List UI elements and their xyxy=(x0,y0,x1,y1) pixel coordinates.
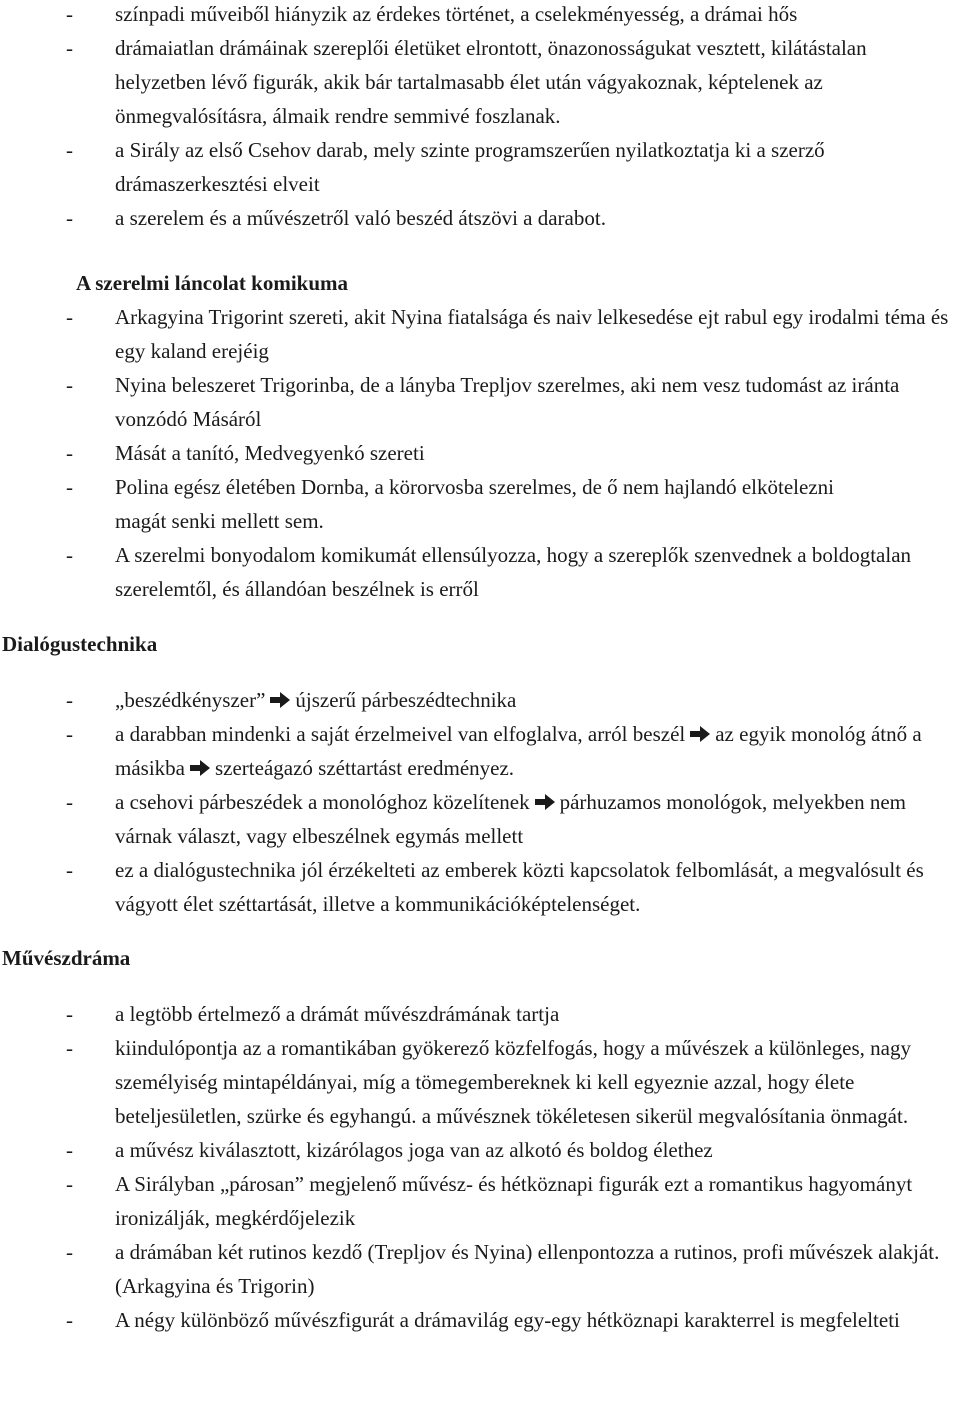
artist-drama-section xyxy=(0,997,960,1337)
list-item: - Polina egész életében Dornba, a körorvosba szerelmes, de ő nem hajlandó elkötelezni magát senki mellett sem. xyxy=(0,470,960,538)
list-item: - Mását a tanító, Medvegyenkó szereti xyxy=(0,436,960,470)
list-item: - a művész kiválasztott, kizárólagos joga van az alkotó és boldog élethez xyxy=(0,1133,960,1167)
list-dash: - xyxy=(66,1036,73,1060)
intro-list xyxy=(0,0,960,235)
list-dash: - xyxy=(66,1240,73,1264)
list-dash: - xyxy=(66,858,73,882)
list-item: - a drámában két rutinos kezdő (Trepljov és Nyina) ellenpontozza a rutinos, profi művészek alakját. (Arkagyina és Trigorin) xyxy=(0,1235,960,1303)
section-heading-artist-drama: Művészdráma xyxy=(2,946,131,970)
list-dash: - xyxy=(66,373,73,397)
section-subheading: A szerelmi láncolat komikuma xyxy=(76,271,349,295)
list-dash: - xyxy=(66,722,73,746)
list-item: - a csehovi párbeszédek a monológhoz közelítenek párhuzamos monológok, melyekben nem várnak választ, vagy elbeszélnek egymás mellett xyxy=(0,785,960,853)
list-item: - ez a dialógustechnika jól érzékelteti az emberek közti kapcsolatok felbomlását, a megvalósult és vágyott élet széttartását, illetve a kommunikációképtelenséget. xyxy=(0,853,960,921)
list-dash: - xyxy=(66,475,73,499)
list-item: - Arkagyina Trigorint szereti, akit Nyina fiatalsága és naiv lelkesedése ejt rabul egy irodalmi téma és egy kaland erejéig xyxy=(0,300,960,368)
list-dash: - xyxy=(66,1172,73,1196)
list-dash: - xyxy=(66,1138,73,1162)
right-arrow-icon xyxy=(189,759,211,777)
right-arrow-icon xyxy=(269,691,291,709)
list-item: - színpadi műveiből hiányzik az érdekes történet, a cselekményesség, a drámai hős xyxy=(0,0,960,31)
right-arrow-icon xyxy=(689,725,711,743)
list-item: - Nyina beleszeret Trigorinba, de a lányba Trepljov szerelmes, aki nem vesz tudomást az iránta vonzódó Másáról xyxy=(0,368,960,436)
list-dash: - xyxy=(66,206,73,230)
right-arrow-icon xyxy=(534,793,556,811)
dialogue-section xyxy=(0,683,960,921)
list-item: - „beszédkényszer” újszerű párbeszédtechnika xyxy=(0,683,960,717)
love-chain-section xyxy=(0,266,960,606)
list-item: - a darabban mindenki a saját érzelmeivel van elfoglalva, arról beszél az egyik monológ átnő a másikba szerteágazó széttartást eredményez. xyxy=(0,717,960,785)
list-item: - drámaiatlan drámáinak szereplői életüket elrontott, önazonosságukat vesztett, kilátástalan helyzetben lévő figurák, akik bár tartalmasabb élet után vágyakoznak, képtelenek az önmegvalósításra, álmaik rendre semmivé foszlanak. xyxy=(0,31,960,133)
list-item: - A Sirályban „párosan” megjelenő művész- és hétköznapi figurák ezt a romantikus hagyományt ironizálják, megkérdőjelezik xyxy=(0,1167,960,1235)
list-item: - a Sirály az első Csehov darab, mely szinte programszerűen nyilatkoztatja ki a szerző drámaszerkesztési elveit xyxy=(0,133,960,201)
list-dash: - xyxy=(66,543,73,567)
list-dash: - xyxy=(66,790,73,814)
list-item: - a legtöbb értelmező a drámát művészdrámának tartja xyxy=(0,997,960,1031)
list-dash: - xyxy=(66,1002,73,1026)
list-item: - a szerelem és a művészetről való beszéd átszövi a darabot. xyxy=(0,201,960,235)
section-heading-dialogue: Dialógustechnika xyxy=(2,632,158,656)
list-dash: - xyxy=(66,138,73,162)
list-dash: - xyxy=(66,441,73,465)
list-dash: - xyxy=(66,688,73,712)
list-dash: - xyxy=(66,36,73,60)
list-dash: - xyxy=(66,1308,73,1332)
list-item: - A szerelmi bonyodalom komikumát ellensúlyozza, hogy a szereplők szenvednek a boldogtalan szerelemtől, és állandóan beszélnek is erről xyxy=(0,538,960,606)
list-item: - A négy különböző művészfigurát a drámavilág egy-egy hétköznapi karakterrel is megfelelteti xyxy=(0,1303,960,1337)
list-dash: - xyxy=(66,305,73,329)
list-dash: - xyxy=(66,2,73,26)
list-item: - kiindulópontja az a romantikában gyökerező közfelfogás, hogy a művészek a különleges, nagy személyiség mintapéldányai, míg a tömegembereknek ki kell egyeznie azzal, hogy élete beteljesületlen, szürke és egyhangú. a művésznek tökéletesen sikerül megvalósítania önmagát. xyxy=(0,1031,960,1133)
